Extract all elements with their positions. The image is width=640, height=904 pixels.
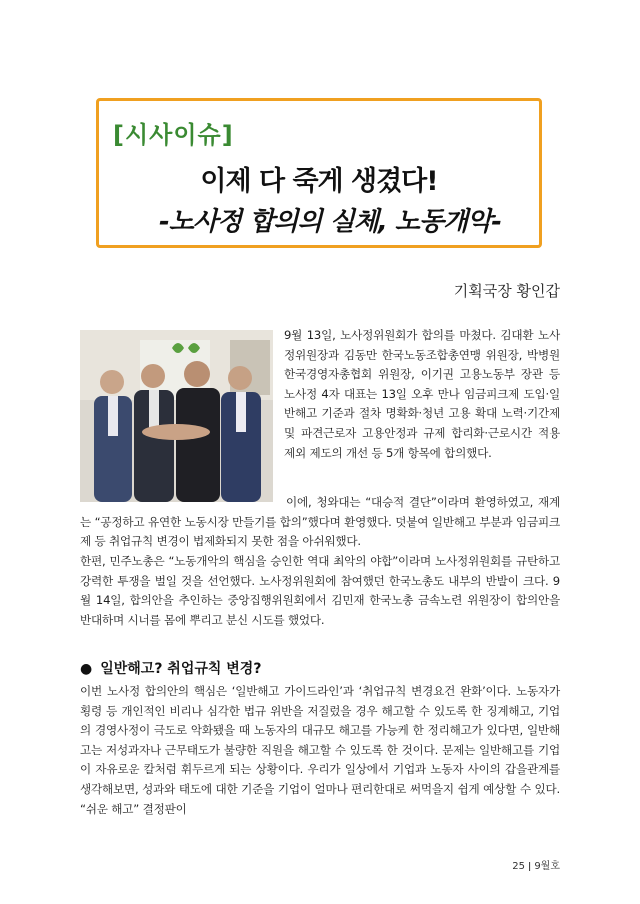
byline: 기획국장 황인갑: [453, 282, 560, 300]
column-kicker: [시사이슈]: [113, 121, 234, 149]
section-heading: [80, 658, 261, 678]
headline: 이제 다 죽게 생겼다!: [200, 166, 438, 197]
paragraph-reactions: 이에, 청와대는 “대승적 결단”이라며 환영하였고, 재계는 “공정하고 유연한 노동시장 만들기를 합의”했다며 환영했다. 덧붙여 일반해고 부분과 임금피크제 등 취업규칙 변경이 법제화되지 못한 점을 아쉬워했다.: [80, 495, 560, 549]
bullet-icon: ●: [80, 661, 93, 677]
section-heading-text: 일반해고? 취업규칙 변경?: [100, 661, 262, 677]
subheadline: -노사정 합의의 실체, 노동개악-: [159, 207, 502, 237]
page-footer: 25 ǀ 9월호: [512, 861, 560, 872]
paragraph-section: 이번 노사정 합의안의 핵심은 ‘일반해고 가이드라인’과 ‘취업규칙 변경요건 완화’이다. 노동자가 횡령 등 개인적인 비리나 심각한 법규 위반을 저질렀을 경우 해고할 수 있도록 한 징계해고, 기업의 경영사정이 극도로 악화됐을 때 노동자의 대규모 해고를 가능케 한 정리해고가 있다면, 일반해고는 저성과자나 근무태도가 불량한 직원을 해고할 수 있도록 한 것이다. 문제는 일반해고를 기업이 자유로운 칼처럼 휘두르게 되는 상황이다. 우리가 일상에서 기업과 노동자 사이의 갑을관계를 생각해보면, 성과와 태도에 대한 기준을 기업이 얼마나 편리한대로 써먹을지 쉽게 예상할 수 있다. “쉬운 해고” 결정판이: [80, 684, 560, 816]
paragraph-unions: 한편, 민주노총은 “노동개악의 핵심을 승인한 역대 최악의 야합”이라며 노사정위원회를 규탄하고 강력한 투쟁을 벌일 것을 선언했다. 노사정위원회에 참여했던 한국노총도 내부의 반발이 크다. 9월 14일, 합의안을 추인하는 중앙집행위원회에서 김민재 한국노총 금속노련 위원장이 합의안을 반대하며 시너를 몸에 뿌리고 분신 시도를 했었다.: [80, 554, 560, 627]
news-photo: [80, 330, 273, 502]
paragraph-intro: 9월 13일, 노사정위원회가 합의를 마쳤다. 김대환 노사정위원장과 김동만 한국노동조합총연맹 위원장, 박병원 한국경영자총협회 위원장, 이기권 고용노동부 장관 등 노사정 4자 대표는 13일 오후 만나 임금피크제 도입·일반해고 기준과 절차 명확화·청년 고용 확대 노력·기간제 및 파견근로자 고용안정과 규제 합리화·근로시간 적용 제외 제도의 개선 등 5개 항목에 합의했다.: [284, 328, 560, 460]
title-box: [96, 98, 542, 248]
